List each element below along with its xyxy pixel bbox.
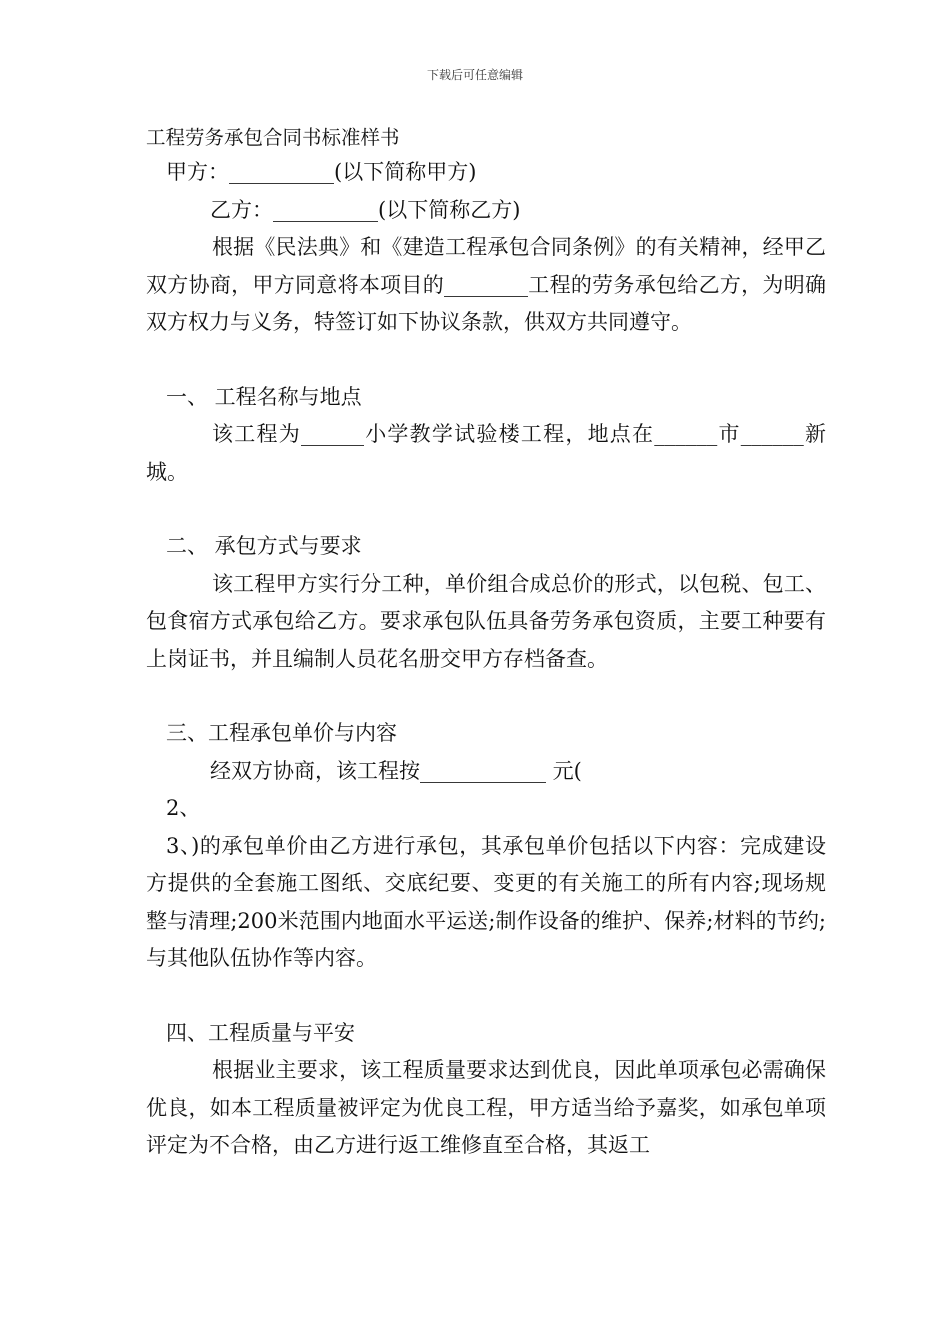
party-b-line: 乙方：__________(以下简称乙方) xyxy=(210,197,521,222)
section-3-line-1: 经双方协商，该工程按____________ 元( xyxy=(210,758,582,783)
party-a-line: 甲方：__________(以下简称甲方) xyxy=(166,160,477,184)
document-title: 工程劳务承包合同书标准样书 xyxy=(146,126,400,149)
section-3-heading: 三、工程承包单价与内容 xyxy=(166,721,397,745)
section-2-body: 该工程甲方实行分工种，单价组合成总价的形式，以包税、包工、包食宿方式承包给乙方。要求承包队伍具备劳务承包资质，主要工种要有上岗证书，并且编制人员花名册交甲方存档备查。 xyxy=(146,571,826,671)
section-3-line-2: 2、 xyxy=(166,796,201,820)
section-2-heading: 二、 承包方式与要求 xyxy=(166,534,362,558)
section-4-body: 根据业主要求，该工程质量要求达到优良，因此单项承包必需确保优良，如本工程质量被评定为优良工程，甲方适当给予嘉奖，如承包单项评定为不合格，由乙方进行返工维修直至合格，其返工 xyxy=(146,1058,826,1157)
section-3-body: 3、)的承包单价由乙方进行承包，其承包单价包括以下内容：完成建设方提供的全套施工图纸、交底纪要、变更的有关施工的所有内容;现场规 整与清理;200米范围内地面水平运送;制作设备的维护、保养;材料的节约;与其他队伍协作等内容。 xyxy=(146,833,826,970)
section-1-body: 该工程为______小学教学试验楼工程，地点在______市______新城。 xyxy=(146,422,826,484)
intro-paragraph: 根据《民法典》和《建造工程承包合同条例》的有关精神，经甲乙双方协商，甲方同意将本项目的________工程的劳务承包给乙方，为明确双方权力与义务，特签订如下协议条款，供双方共同遵守。 xyxy=(146,235,826,334)
section-1-heading: 一、 工程名称与地点 xyxy=(166,384,362,409)
header-note: 下载后可任意编辑 xyxy=(426,68,523,82)
document-body xyxy=(146,122,826,1165)
section-4-heading: 四、工程质量与平安 xyxy=(166,1020,355,1045)
